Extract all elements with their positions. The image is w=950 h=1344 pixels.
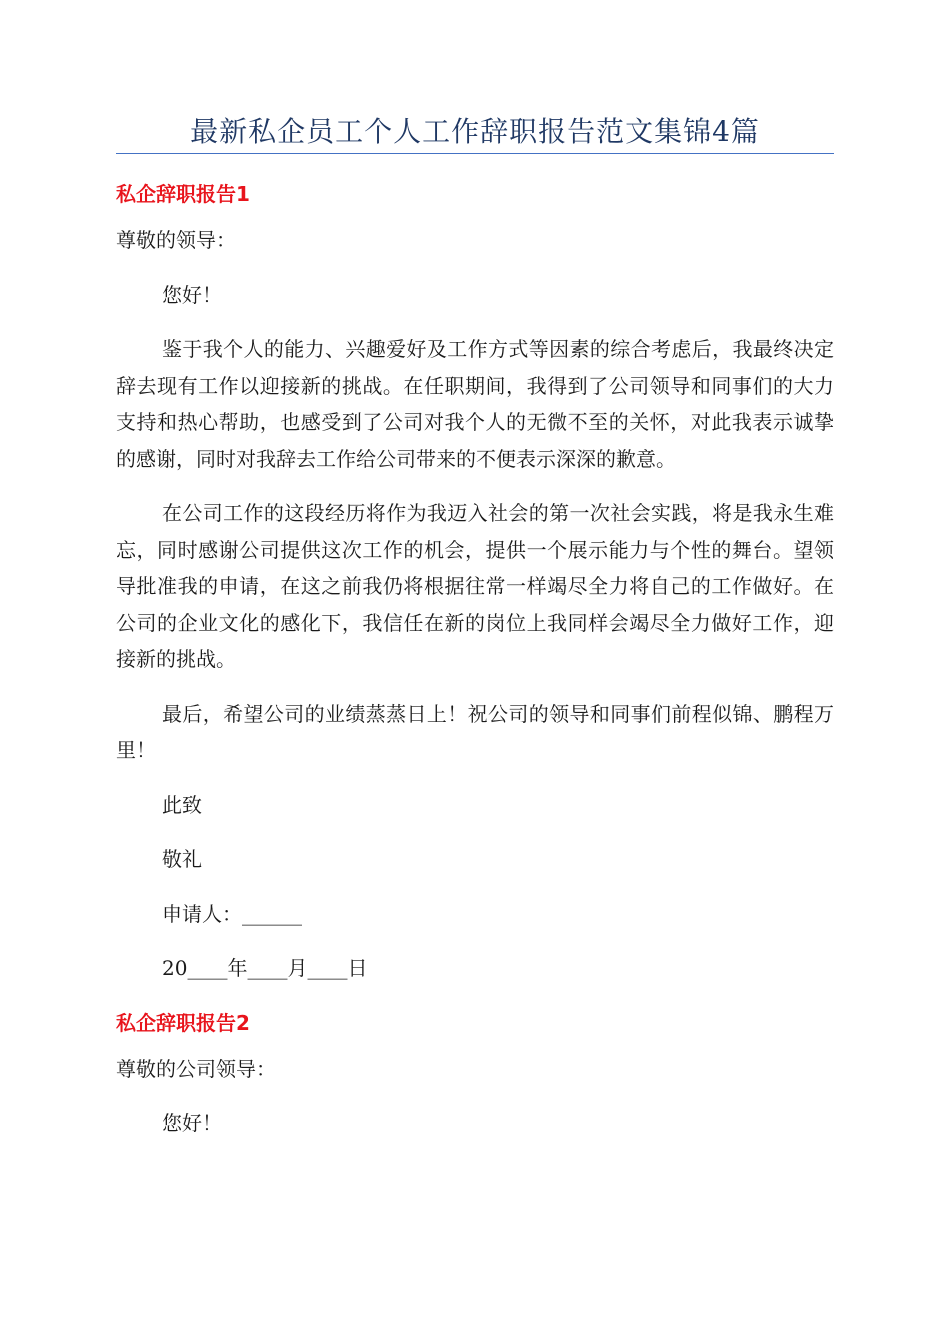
closing-line: 敬礼 — [162, 847, 202, 871]
greeting: 您好！ — [162, 282, 222, 307]
document-title: 最新私企员工个人工作辞职报告范文集锦4篇 — [190, 115, 760, 148]
closing-line: 此致 — [162, 792, 202, 817]
body-paragraph: 鉴于我个人的能力、兴趣爱好及工作方式等因素的综合考虑后，我最终决定辞去现有工作以迎接新的挑战。在任职期间，我得到了公司领导和同事们的大力支持和热心帮助，也感受到了公司对我个人的无微不至的关怀，对此我表示诚挚的感谢，同时对我辞去工作给公司带来的不便表示深深的歉意。 — [116, 337, 834, 471]
section-heading: 私企辞职报告2 — [116, 1010, 250, 1035]
body-paragraph: 最后，希望公司的业绩蒸蒸日上！祝公司的领导和同事们前程似锦、鹏程万里！ — [116, 701, 834, 762]
applicant-line: 申请人：______ — [162, 901, 302, 926]
date-line: 20____年____月____日 — [162, 956, 368, 980]
salutation: 尊敬的公司领导： — [116, 1056, 276, 1081]
title-underline — [116, 153, 834, 154]
body-paragraph: 在公司工作的这段经历将作为我迈入社会的第一次社会实践，将是我永生难忘，同时感谢公司提供这次工作的机会，提供一个展示能力与个性的舞台。望领导批准我的申请，在这之前我仍将根据往常一样竭尽全力将自己的工作做好。在公司的企业文化的感化下，我信任在新的岗位上我同样会竭尽全力做好工作，迎接新的挑战。 — [116, 501, 834, 671]
document-body — [116, 176, 834, 1160]
salutation: 尊敬的领导： — [116, 228, 236, 252]
greeting: 您好！ — [162, 1111, 222, 1135]
section-heading: 私企辞职报告1 — [116, 182, 250, 206]
